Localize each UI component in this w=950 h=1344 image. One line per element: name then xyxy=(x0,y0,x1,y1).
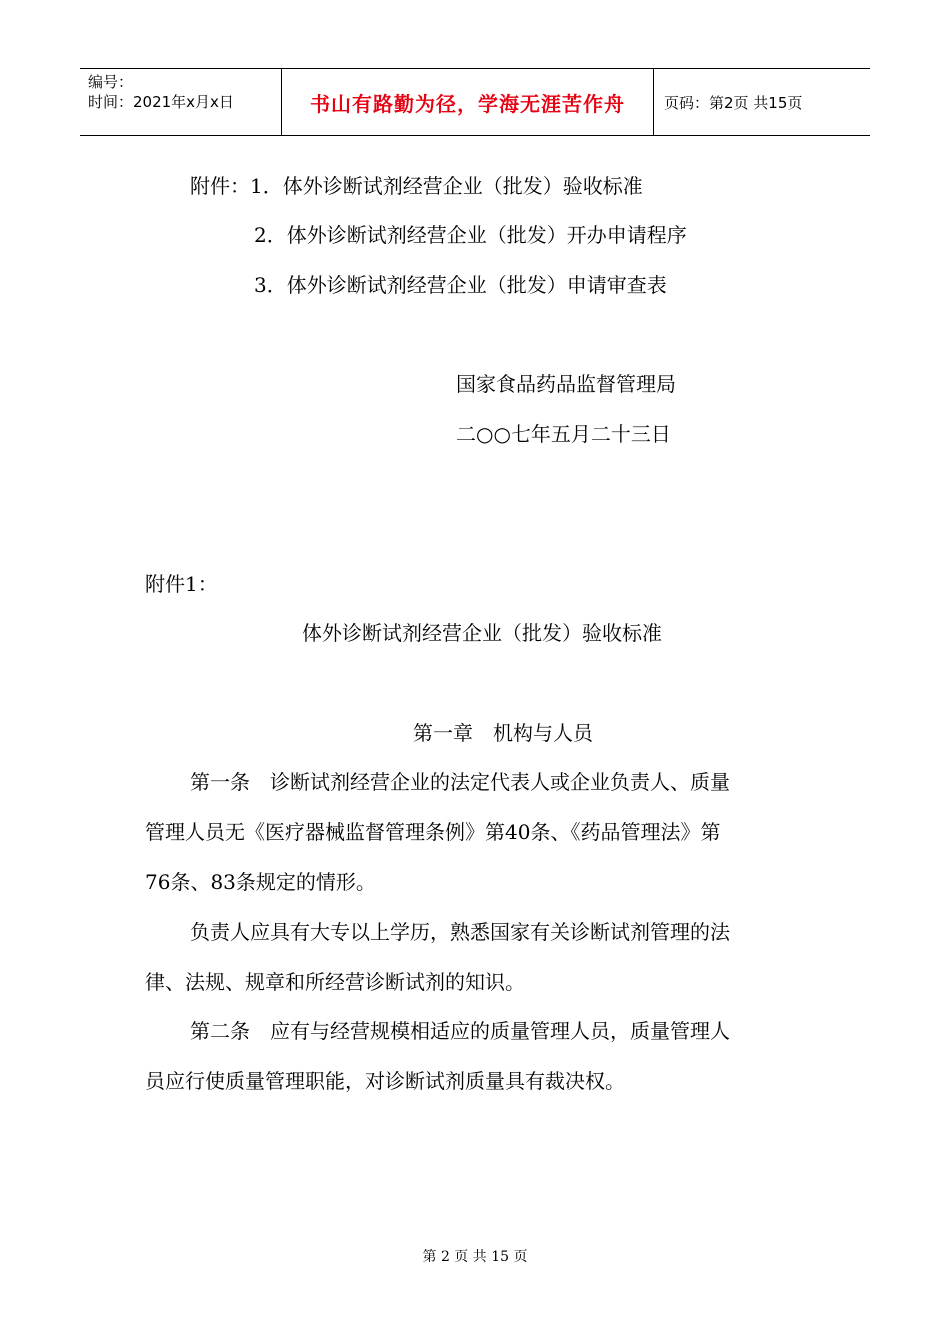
document-number-label: 编号： xyxy=(88,73,134,91)
article-2-line-1: 第二条 应有与经营规模相适应的质量管理人员，质量管理人 xyxy=(190,1019,730,1043)
page-header-table xyxy=(80,68,870,136)
article-1-para-2-line-2: 律、法规、规章和所经营诊断试剂的知识。 xyxy=(145,970,525,994)
issue-date: 二○○七年五月二十三日 xyxy=(456,422,671,446)
article-2-line-2: 员应行使质量管理职能，对诊断试剂质量具有裁决权。 xyxy=(145,1069,625,1093)
chapter-heading: 第一章 机构与人员 xyxy=(413,721,593,745)
article-1-line-3: 76条、83条规定的情形。 xyxy=(145,870,376,894)
header-motto-cell xyxy=(282,69,654,135)
article-1-line-2: 管理人员无《医疗器械监督管理条例》第40条、《药品管理法》第 xyxy=(145,820,721,844)
header-motto: 书山有路勤为径，学海无涯苦作舟 xyxy=(310,91,625,116)
article-1-line-1: 第一条 诊断试剂经营企业的法定代表人或企业负责人、质量 xyxy=(190,770,730,794)
article-1-para-2-line-1: 负责人应具有大专以上学历，熟悉国家有关诊断试剂管理的法 xyxy=(190,920,730,944)
page-footer: 第 2 页 共 15 页 xyxy=(422,1249,528,1265)
attachment-item-1: 附件：1．体外诊断试剂经营企业（批发）验收标准 xyxy=(190,174,643,198)
issuing-agency: 国家食品药品监督管理局 xyxy=(456,372,676,396)
header-page-info: 页码：第2页 共15页 xyxy=(664,93,803,112)
appendix-label: 附件1： xyxy=(145,572,218,596)
document-time-label: 时间：2021年x月x日 xyxy=(88,93,234,111)
header-meta-cell xyxy=(80,69,282,135)
appendix-title: 体外诊断试剂经营企业（批发）验收标准 xyxy=(302,621,662,645)
attachment-item-3: 3．体外诊断试剂经营企业（批发）申请审查表 xyxy=(254,273,667,297)
attachment-item-2: 2．体外诊断试剂经营企业（批发）开办申请程序 xyxy=(254,223,687,247)
header-page-cell xyxy=(654,69,870,135)
